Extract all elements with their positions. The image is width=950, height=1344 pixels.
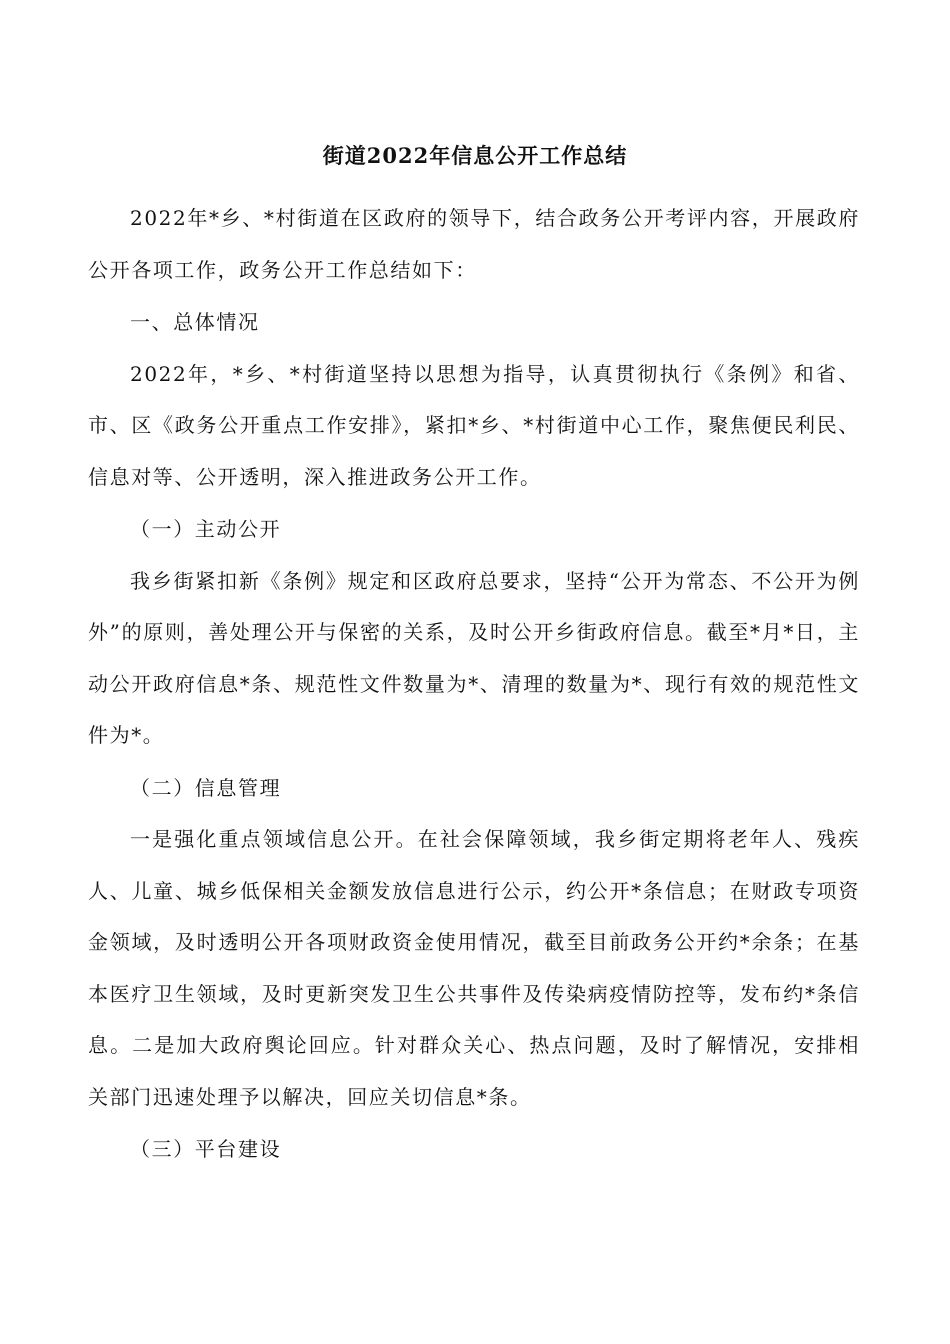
intro-paragraph: 2022年*乡、*村街道在区政府的领导下，结合政务公开考评内容，开展政府公开各项工作，政务公开工作总结如下： — [88, 206, 860, 282]
subheading-information-management: （二）信息管理 — [130, 775, 282, 800]
section-heading-overall: 一、总体情况 — [130, 310, 260, 334]
subheading-platform-construction: （三）平台建设 — [130, 1137, 282, 1161]
information-management-paragraph: 一是强化重点领域信息公开。在社会保障领域，我乡街定期将老年人、残疾人、儿童、城乡低保相关金额发放信息进行公示，约公开*条信息；在财政专项资金领域，及时透明公开各项财政资金使用情况，截至目前政务公开约*余条；在基本医疗卫生领域，及时更新突发卫生公共事件及传染病疫情防控等，发布约*条信息。二是加大政府舆论回应。针对群众关心、热点问题，及时了解情况，安排相关部门迅速处理予以解决，回应关切信息*条。 — [88, 827, 860, 1109]
overall-paragraph: 2022年，*乡、*村街道坚持以思想为指导，认真贯彻执行《条例》和省、市、区《政务公开重点工作安排》，紧扣*乡、*村街道中心工作，聚焦便民利民、信息对等、公开透明，深入推进政务公开工作。 — [88, 361, 860, 489]
document-title: 街道2022年信息公开工作总结 — [322, 143, 628, 168]
subheading-proactive-disclosure: （一）主动公开 — [130, 517, 282, 541]
document-body — [88, 193, 860, 1176]
proactive-disclosure-paragraph: 我乡街紧扣新《条例》规定和区政府总要求，坚持“公开为常态、不公开为例外”的原则，善处理公开与保密的关系，及时公开乡街政府信息。截至*月*日，主动公开政府信息*条、规范性文件数量为*、清理的数量为*、现行有效的规范性文件为*。 — [88, 568, 860, 747]
